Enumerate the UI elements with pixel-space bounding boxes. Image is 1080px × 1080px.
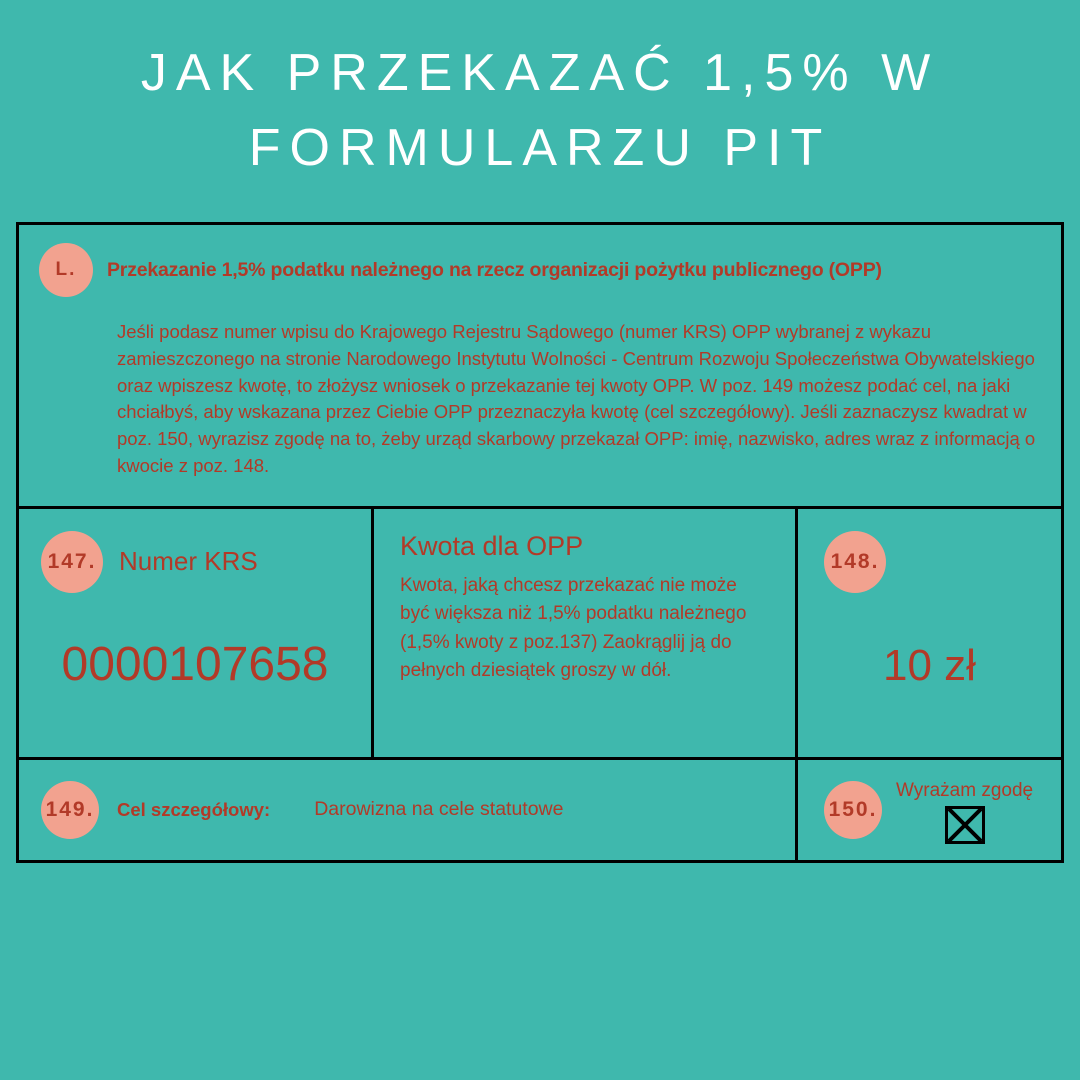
field-148-value[interactable]: 10 zł bbox=[883, 640, 976, 690]
field-149-badge: 149. bbox=[41, 781, 99, 839]
section-l-cell bbox=[19, 225, 1061, 506]
section-l-title: Przekazanie 1,5% podatku należnego na rzecz organizacji pożytku publicznego (OPP) bbox=[107, 258, 882, 281]
field-147-label: Numer KRS bbox=[119, 546, 258, 577]
field-149-value[interactable]: Darowizna na cele statutowe bbox=[314, 798, 564, 821]
section-l-body-text: Jeśli podasz numer wpisu do Krajowego Rejestru Sądowego (numer KRS) OPP wybranej z wykazu zamieszczonego na stronie Narodowego Instytutu Wolności - Centrum Rozwoju Społeczeństwa Obywatelskiego oraz wpiszesz kwotę, to złożysz wniosek o przekazanie tej kwoty OPP. W poz. 149 możesz podać cel, na jaki chciałbyś, aby wskazana przez Ciebie OPP przeznaczyła kwotę (cel szczegółowy). Jeśli zaznaczysz kwadrat w poz. 150, wyrazisz zgodę na to, żeby urząd skarbowy przekazał OPP: imię, nazwisko, adres wraz z informacją o kwocie z poz. 148. bbox=[117, 321, 1036, 477]
section-l-header bbox=[39, 243, 1041, 297]
field-147-badge: 147. bbox=[41, 531, 103, 593]
page-title bbox=[0, 0, 1080, 187]
form-row-section-l bbox=[19, 225, 1061, 506]
section-l-badge: L. bbox=[39, 243, 93, 297]
field-150-cell bbox=[795, 760, 1061, 860]
field-150-badge: 150. bbox=[824, 781, 882, 839]
field-kwota-description: Kwota, jaką chcesz przekazać nie może być większa niż 1,5% podatku należnego (1,5% kwoty z poz.137) Zaokrąglij ją do pełnych dziesiątek groszy w dół. bbox=[400, 574, 747, 682]
field-149-cell bbox=[19, 760, 795, 860]
page-title-line-2: FORMULARZU PIT bbox=[248, 119, 832, 178]
consent-checkbox[interactable] bbox=[945, 806, 985, 844]
page-title-line-1: JAK PRZEKAZAĆ 1,5% W bbox=[140, 44, 940, 102]
field-147-header bbox=[19, 531, 371, 593]
form-row-purpose-consent bbox=[19, 757, 1061, 860]
field-kwota-title: Kwota dla OPP bbox=[400, 530, 584, 561]
field-150-consent-label: Wyrażam zgodę bbox=[896, 779, 1034, 801]
pit-form-table bbox=[16, 222, 1064, 863]
field-148-badge: 148. bbox=[824, 531, 886, 593]
field-kwota-cell bbox=[371, 509, 795, 757]
field-149-label: Cel szczegółowy: bbox=[117, 798, 271, 820]
field-147-value[interactable]: 0000107658 bbox=[61, 637, 329, 691]
field-150-consent-group bbox=[896, 776, 1033, 844]
field-148-cell bbox=[795, 509, 1061, 757]
field-147-cell bbox=[19, 509, 371, 757]
form-row-amounts bbox=[19, 506, 1061, 757]
